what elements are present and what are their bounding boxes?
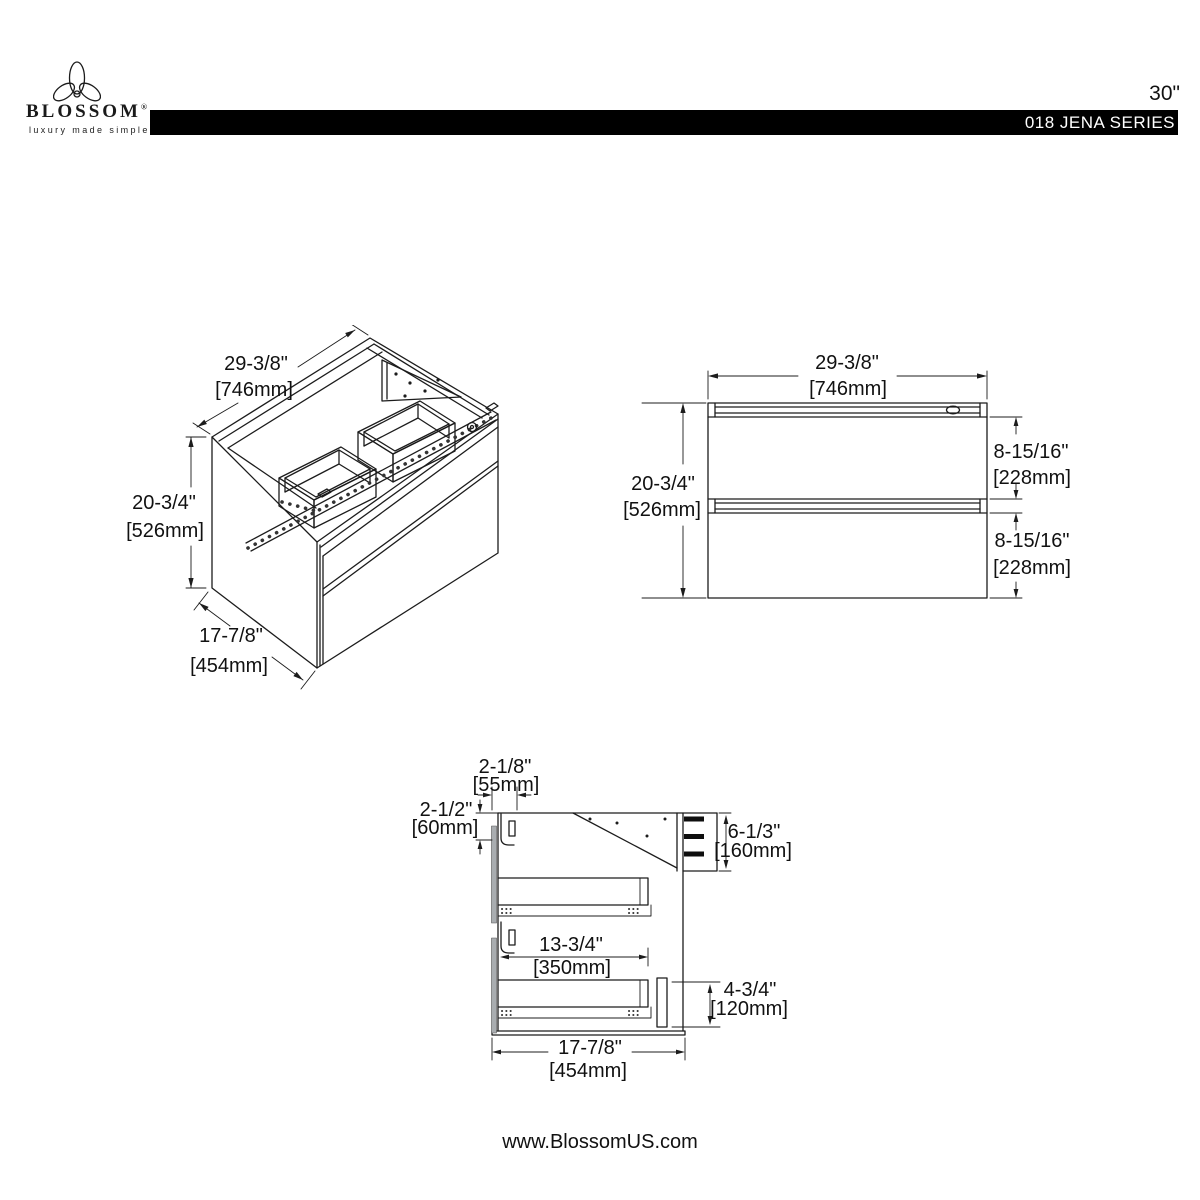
cabinet-size-label: 30" [1149, 82, 1180, 105]
iso-height-in-label: 20-3/4" [132, 492, 196, 514]
section-rail-mm-label: [60mm] [411, 817, 479, 839]
section-cabinet-outline [492, 813, 718, 1035]
mounting-screw [684, 817, 704, 822]
section-rail-in-label: 2-1/2" [419, 799, 473, 821]
iso-clip-plate-right [486, 403, 498, 411]
iso-depth-mm-label: [454mm] [190, 655, 268, 677]
brand-tagline: luxury made simple [29, 125, 150, 135]
section-dim-drawer-depth [500, 934, 648, 979]
front-drawer2-mm-label: [228mm] [993, 557, 1071, 579]
front-dim-height [623, 403, 706, 598]
section-lower-in-label: 4-3/4" [723, 979, 777, 1001]
front-width-in-label: 29-3/8" [815, 352, 879, 374]
section-lower-mm-label: [120mm] [710, 998, 788, 1020]
brand-text: BLOSSOM [26, 101, 141, 122]
flower-petals [53, 62, 101, 104]
section-dim-depth [492, 1037, 685, 1082]
section-drawer1 [498, 878, 651, 916]
section-drawer-depth-mm-label: [350mm] [533, 957, 611, 979]
section-depth-in-label: 17-7/8" [558, 1037, 622, 1059]
section-view-drawing [400, 748, 800, 1093]
front-cabinet-outline [708, 403, 987, 598]
section-gusset-line [573, 813, 677, 868]
section-bracket-mm-label: [160mm] [714, 840, 792, 862]
section-dim-sink-clearance [473, 756, 540, 810]
section-drawer-depth-in-label: 13-3/4" [539, 934, 603, 956]
section-bracket-in-label: 6-1/3" [727, 821, 781, 843]
section-back-cleat [657, 978, 667, 1027]
section-dim-bracket [714, 813, 792, 871]
front-view-drawing [610, 340, 1090, 630]
brand-name [26, 101, 156, 123]
website-url: www.BlossomUS.com [502, 1131, 698, 1153]
iso-width-in-label: 29-3/8" [224, 353, 288, 375]
front-width-mm-label: [746mm] [809, 378, 887, 400]
section-sink-in-label: 2-1/8" [478, 756, 532, 778]
section-depth-mm-label: [454mm] [549, 1060, 627, 1082]
section-drawer1-front-panel [492, 826, 497, 923]
section-sink-mm-label: [55mm] [472, 774, 540, 796]
series-title-bar [150, 110, 1178, 135]
section-drawer2 [498, 980, 651, 1018]
section-dim-lower-clearance [672, 979, 788, 1027]
series-label: 018 JENA SERIES [1024, 113, 1175, 132]
front-rails [715, 403, 980, 513]
iso-fixing-hole [468, 423, 477, 432]
section-clips [501, 814, 515, 953]
front-dim-drawer2 [990, 513, 1071, 598]
iso-depth-in-label: 17-7/8" [199, 625, 263, 647]
iso-dim-depth [190, 592, 315, 689]
section-drawer2-front-panel [492, 938, 497, 1033]
section-dim-front-rail [412, 799, 498, 854]
blossom-logo-icon [53, 61, 101, 105]
front-dim-width [708, 352, 987, 400]
iso-width-mm-label: [746mm] [215, 379, 293, 401]
iso-dim-height [126, 437, 206, 588]
front-drawer2-in-label: 8-15/16" [994, 530, 1070, 552]
mounting-screw [684, 852, 704, 857]
isometric-view-drawing [120, 325, 540, 690]
front-drawer1-in-label: 8-15/16" [993, 441, 1069, 463]
iso-height-mm-label: [526mm] [126, 520, 204, 542]
registered-mark: ® [140, 102, 147, 112]
front-drawer1-mm-label: [228mm] [993, 467, 1071, 489]
mounting-screw [684, 834, 704, 839]
front-dim-drawer1 [990, 417, 1071, 499]
front-height-mm-label: [526mm] [623, 499, 701, 521]
iso-dim-width [193, 325, 368, 434]
front-height-in-label: 20-3/4" [631, 473, 695, 495]
